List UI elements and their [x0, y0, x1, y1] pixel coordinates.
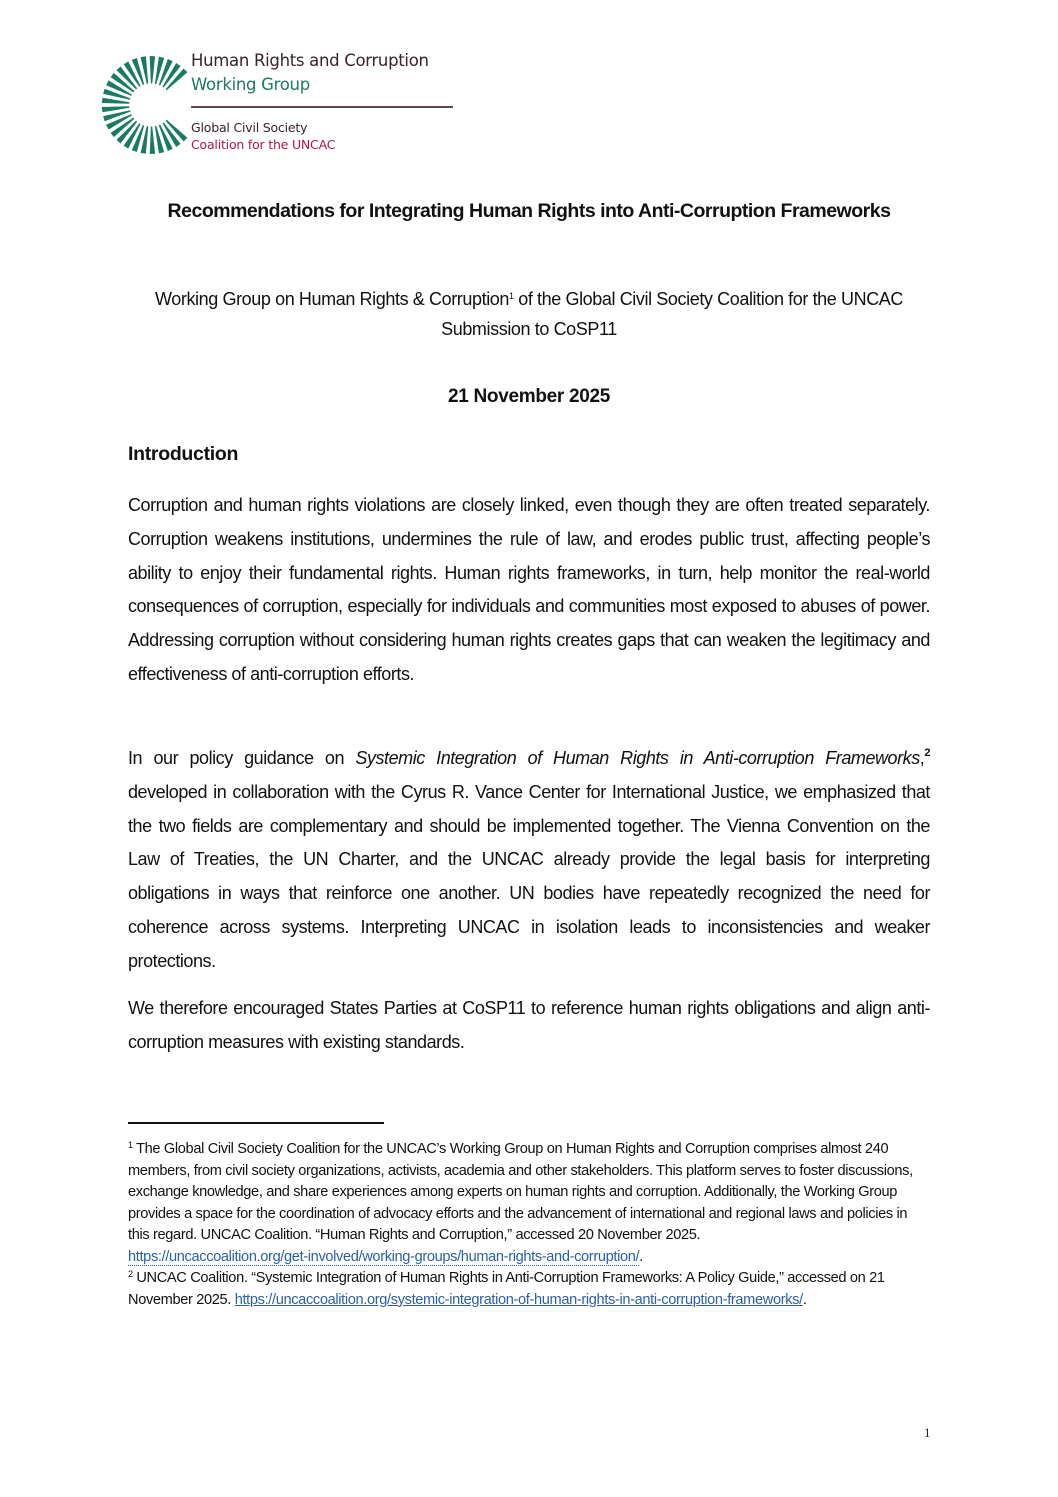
- footnote-trail: .: [639, 1248, 643, 1265]
- footnote-1-link[interactable]: https://uncaccoalition.org/get-involved/working-groups/human-rights-and-corruption/: [128, 1248, 640, 1265]
- logo: [96, 48, 476, 163]
- logo-line-3: Global Civil Society: [191, 120, 308, 135]
- footnote-text: The Global Civil Society Coalition for the UNCAC’s Working Group on Human Rights and Corruption comprises almost 240 members, from civil society organizations, activists, academia and other stakeholders. This platform serves to foster discussions, exchange knowledge, and share experiences among experts on human rights and corruption. Additionally, the Working Group provides a space for the coordination of advocacy efforts and the advancement of international and regional laws and policies in this regard. UNCAC Coalition. “Human Rights and Corruption,” accessed 20 November 2025.: [128, 1141, 913, 1243]
- logo-line-1: Human Rights and Corruption: [191, 51, 429, 70]
- footnote-text: UNCAC Coalition. “Systemic Integration of Human Rights in Anti-Corruption Frameworks: A Policy Guide,” accessed on 21 November 2025.: [128, 1270, 885, 1308]
- paragraph-2-lead: In our policy guidance on: [128, 748, 356, 768]
- logo-divider: [191, 106, 453, 108]
- footnote-2: [128, 1268, 930, 1311]
- footnote-2-link[interactable]: https://uncaccoalition.org/systemic-integration-of-human-rights-in-anti-corruption-frameworks/: [234, 1291, 803, 1308]
- document-date: 21 November 2025: [447, 386, 611, 407]
- coalition-c-logo-icon: [96, 50, 194, 160]
- section-heading-introduction: Introduction: [128, 443, 239, 465]
- footnote-number: 2: [128, 1269, 133, 1279]
- footnote-separator: [128, 1122, 384, 1124]
- footnote-ref-2[interactable]: 2: [924, 747, 930, 759]
- subtitle-text: Working Group on Human Rights & Corruption: [154, 289, 510, 309]
- paragraph-1: Corruption and human rights violations are closely linked, even though they are often treated separately. Corruption weakens institutions, undermines the rule of law, and erodes public trust, affecting people’s ability to enjoy their fundamental rights. Human rights frameworks, in turn, help monitor the real-world consequences of corruption, especially for individuals and communities most exposed to abuses of power. Addressing corruption without considering human rights creates gaps that can weaken the legitimacy and effectiveness of anti-corruption efforts.: [128, 495, 930, 684]
- paragraph-2-rest: developed in collaboration with the Cyrus R. Vance Center for International Justice, we emphasized that the two fields are complementary and should be implemented together. The Vienna Convention on the Law of Treaties, the UN Charter, and the UNCAC already provide the legal basis for interpreting obligations in ways that reinforce one another. UN bodies have repeatedly recognized the need for coherence across systems. Interpreting UNCAC in isolation leads to inconsistencies and weaker protections.: [128, 781, 930, 971]
- footnote-1: [128, 1139, 930, 1268]
- document-title: Recommendations for Integrating Human Rights into Anti-Corruption Frameworks: [167, 200, 891, 222]
- page-number: 1: [924, 1425, 931, 1440]
- logo-line-4: Coalition for the UNCAC: [191, 137, 336, 152]
- footnote-number: 1: [128, 1140, 133, 1150]
- subtitle-text-cont: of the Global Civil Society Coalition for the UNCAC Submission to CoSP11: [441, 289, 904, 339]
- document-subtitle: [128, 281, 930, 344]
- logo-line-2: Working Group: [191, 75, 310, 94]
- footnote-ref-1[interactable]: 1: [509, 291, 514, 301]
- comma: ,: [919, 748, 925, 768]
- footnotes: [128, 1139, 930, 1311]
- paragraph-2: [128, 742, 930, 979]
- paragraph-3: We therefore encouraged States Parties at CoSP11 to reference human rights obligations and align anti-corruption measures with existing standards.: [128, 998, 930, 1052]
- footnote-trail: .: [802, 1291, 807, 1308]
- policy-guide-title: Systemic Integration of Human Rights in Anti-corruption Frameworks: [355, 748, 920, 768]
